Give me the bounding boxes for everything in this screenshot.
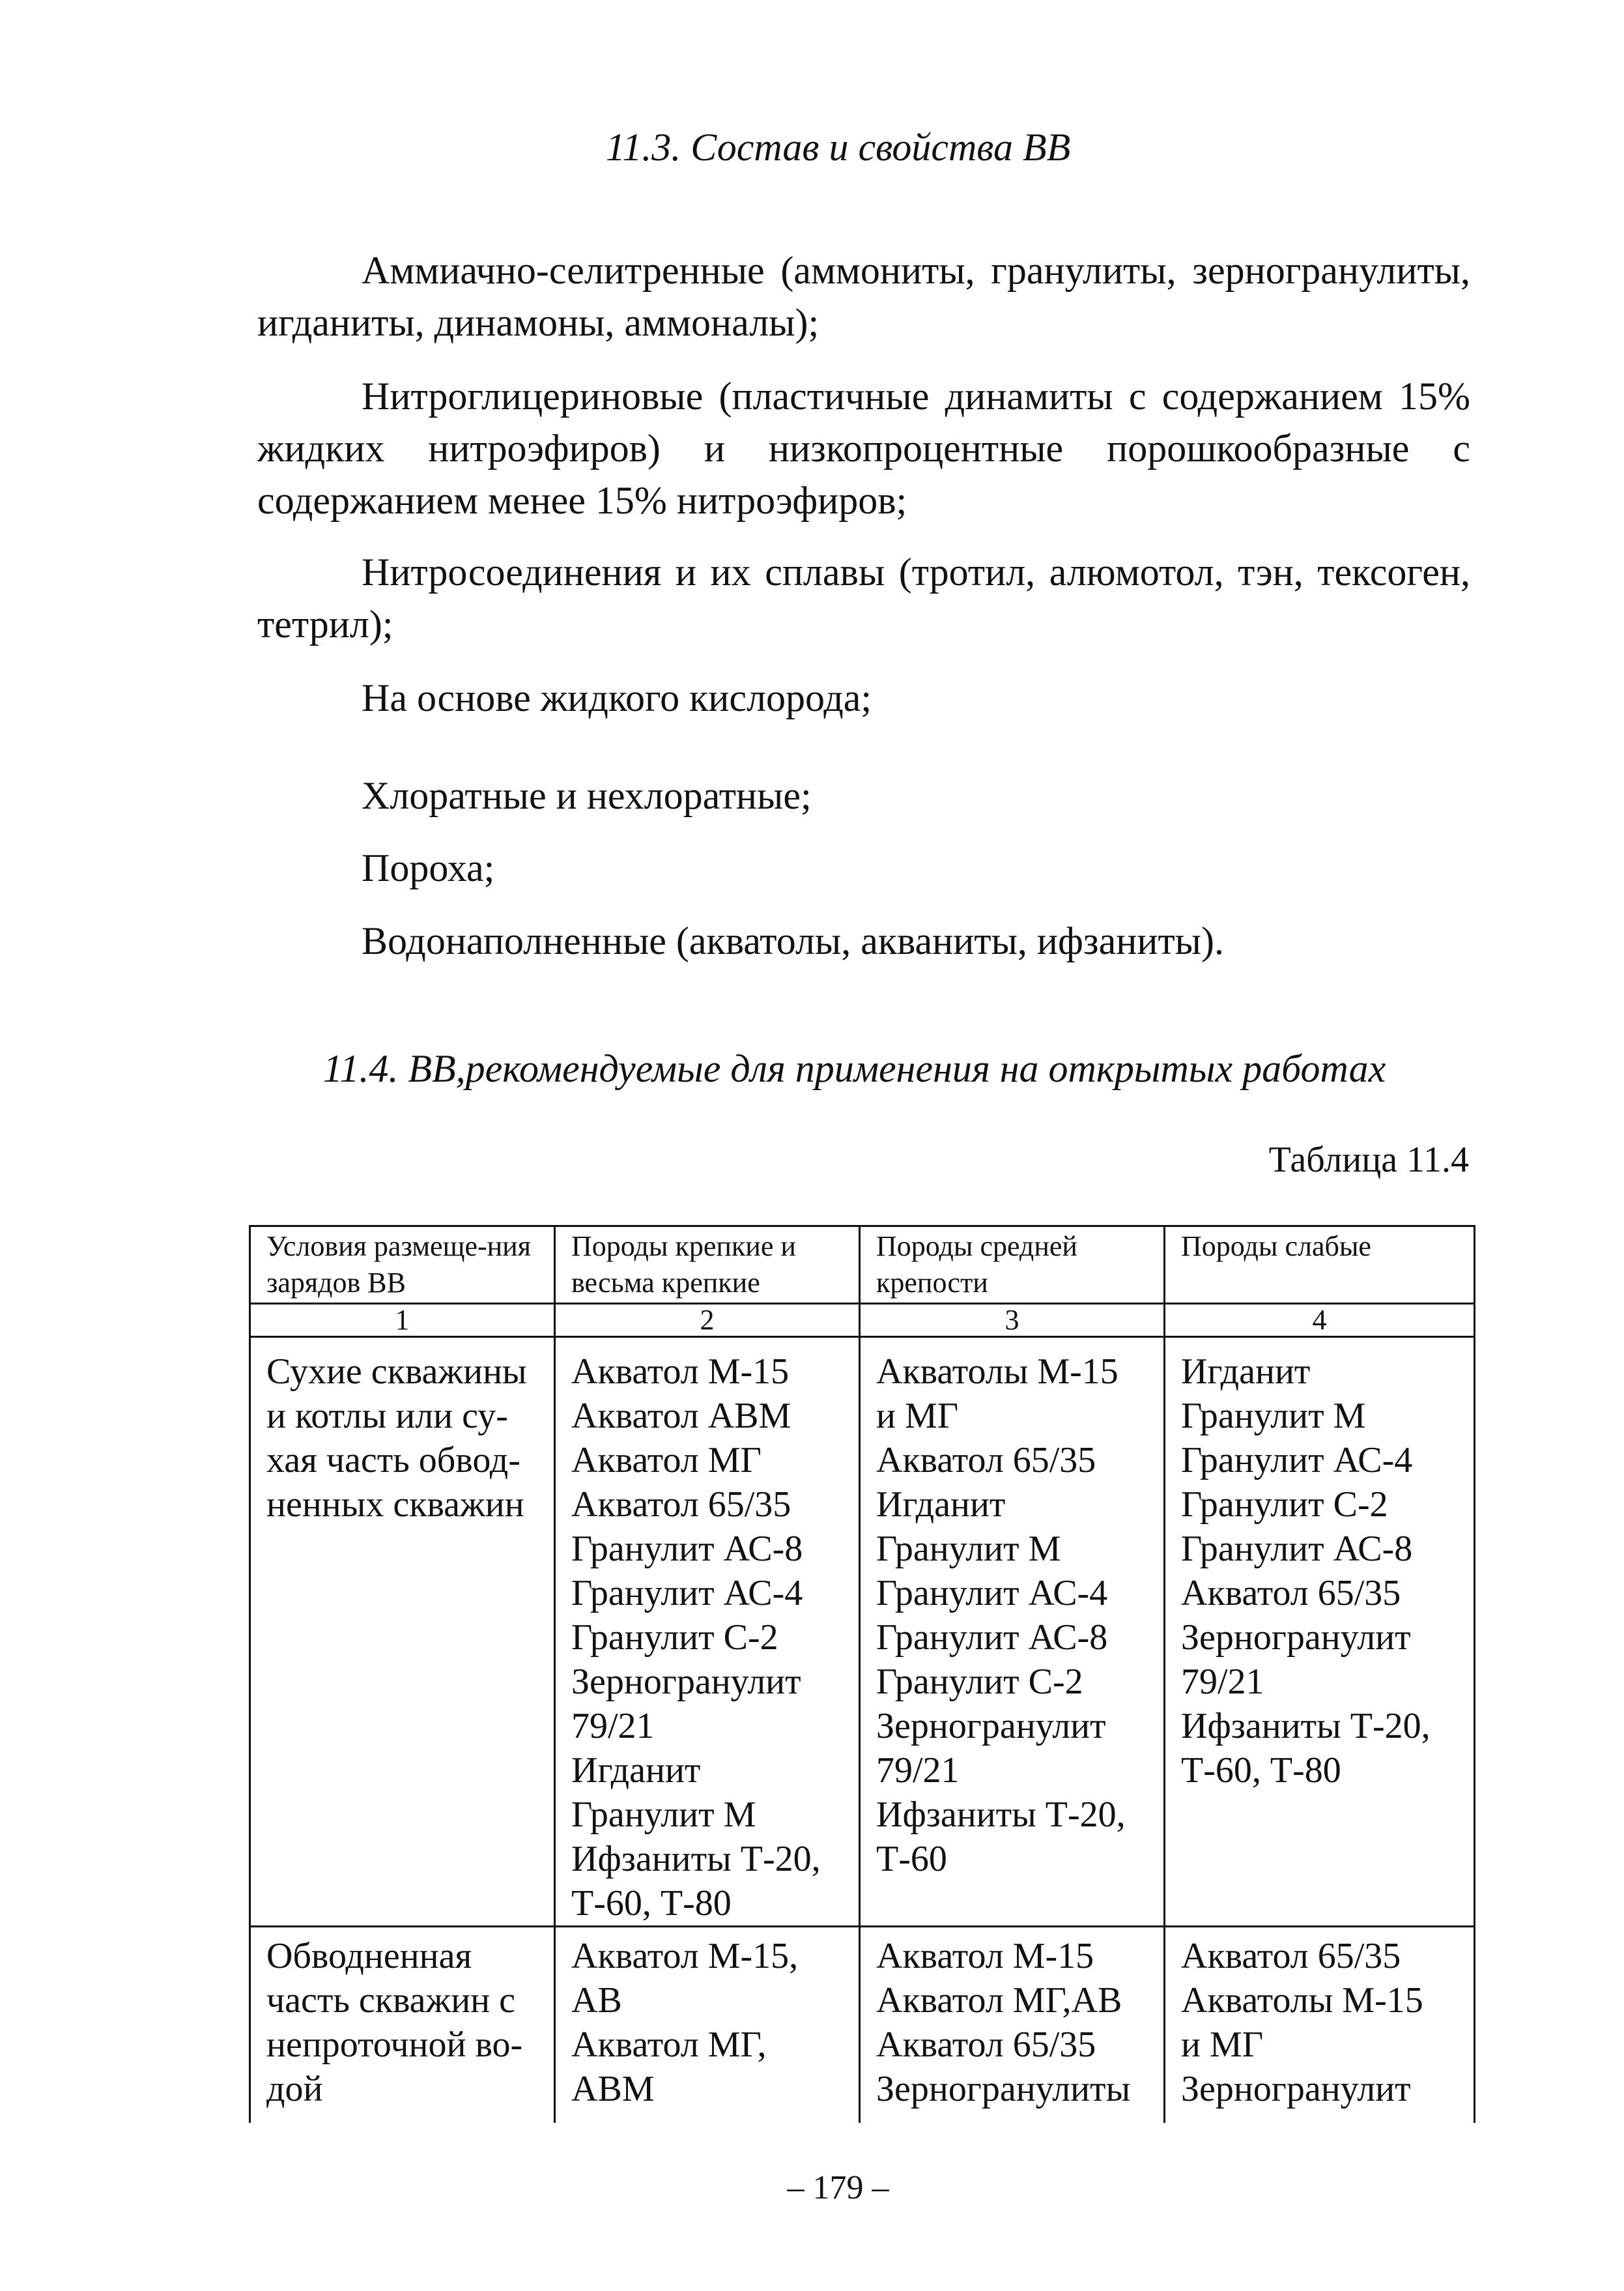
cell-weak [1165,1337,1475,1927]
paragraph-powders: Пороха; [362,846,495,889]
paragraph-nitro-compounds: Нитросоединения и их сплавы (тротил, алюмотол, тэн, тексоген, тетрил); [257,551,1470,646]
explosives-table [249,1225,1475,2123]
header-weak-rocks: Породы слабые [1165,1226,1475,1304]
table-caption: Таблица 11.4 [1268,1140,1469,1180]
paragraph-nitroglycerin: Нитроглицериновые (пластичные динамиты с содержанием 15% жидких нитроэфиров) и низкопроцентные порошкообразные с содержанием менее 15% нитроэфиров; [257,375,1470,522]
cell-strong [555,1927,860,2124]
cell-text: Акватол 65/35 Акватолы М-15 и МГ Зерногранулит [1181,1936,1423,2109]
paragraph-chlorate: Хлоратные и нехлоратные; [362,774,812,817]
paragraph-ammonium-nitrate: Аммиачно-селитренные (аммониты, гранулиты, зерногранулиты, игданиты, динамоны, аммоналы); [257,249,1470,344]
table-row [250,1927,1475,2124]
cell-text: Игданит Гранулит М Гранулит АС-4 Гранулит С-2 Гранулит АС-8 Акватол 65/35 Зерногранулит 79/21 Ифзаниты Т-20, Т-60, Т-80 [1181,1351,1431,1791]
column-number: 2 [555,1304,860,1337]
cell-strong [555,1337,860,1927]
cell-medium [860,1337,1165,1927]
header-conditions: Условия размеще-ния зарядов ВВ [250,1226,555,1304]
cell-text: Акватол М-15, АВ Акватол МГ, АВМ [571,1936,799,2109]
cell-condition [250,1927,555,2124]
paragraph-water-filled: Водонаполненные (акватолы, акваниты, ифзаниты). [362,919,1224,962]
cell-text: Акватолы М-15 и МГ Акватол 65/35 Игданит Гранулит М Гранулит АС-4 Гранулит АС-8 Гранулит С-2 Зерногранулит 79/21 Ифзаниты Т-20, Т-60 [876,1351,1126,1879]
header-medium-rocks: Породы средней крепости [860,1226,1165,1304]
cell-text: Сухие скважины и котлы или су-хая часть обвод-ненных скважин [266,1351,527,1525]
page-number: – 179 – [787,2169,889,2206]
cell-condition [250,1337,555,1927]
paragraph-liquid-oxygen: На основе жидкого кислорода; [362,676,872,719]
section-title-11-4: 11.4. ВВ,рекомендуемые для применения на открытых работах [322,1047,1386,1090]
table-header-row [250,1226,1475,1304]
column-number: 4 [1165,1304,1475,1337]
header-strong-rocks: Породы крепкие и весьма крепкие [555,1226,860,1304]
column-number: 3 [860,1304,1165,1337]
column-number: 1 [250,1304,555,1337]
table-row [250,1337,1475,1927]
cell-text: Акватол М-15 Акватол МГ,АВ Акватол 65/35 Зерногранулиты [876,1936,1131,2109]
cell-text: Обводненная часть скважин с непроточной во-дой [266,1936,523,2109]
table-number-row [250,1304,1475,1337]
cell-weak [1165,1927,1475,2124]
cell-text: Акватол М-15 Акватол АВМ Акватол МГ Акватол 65/35 Гранулит АС-8 Гранулит АС-4 Гранулит С-2 Зерногранулит 79/21 Игданит Гранулит М Ифзаниты Т-20, Т-60, Т-80 [571,1351,821,1924]
section-title-11-3: 11.3. Состав и свойства ВВ [605,126,1071,169]
cell-medium [860,1927,1165,2124]
